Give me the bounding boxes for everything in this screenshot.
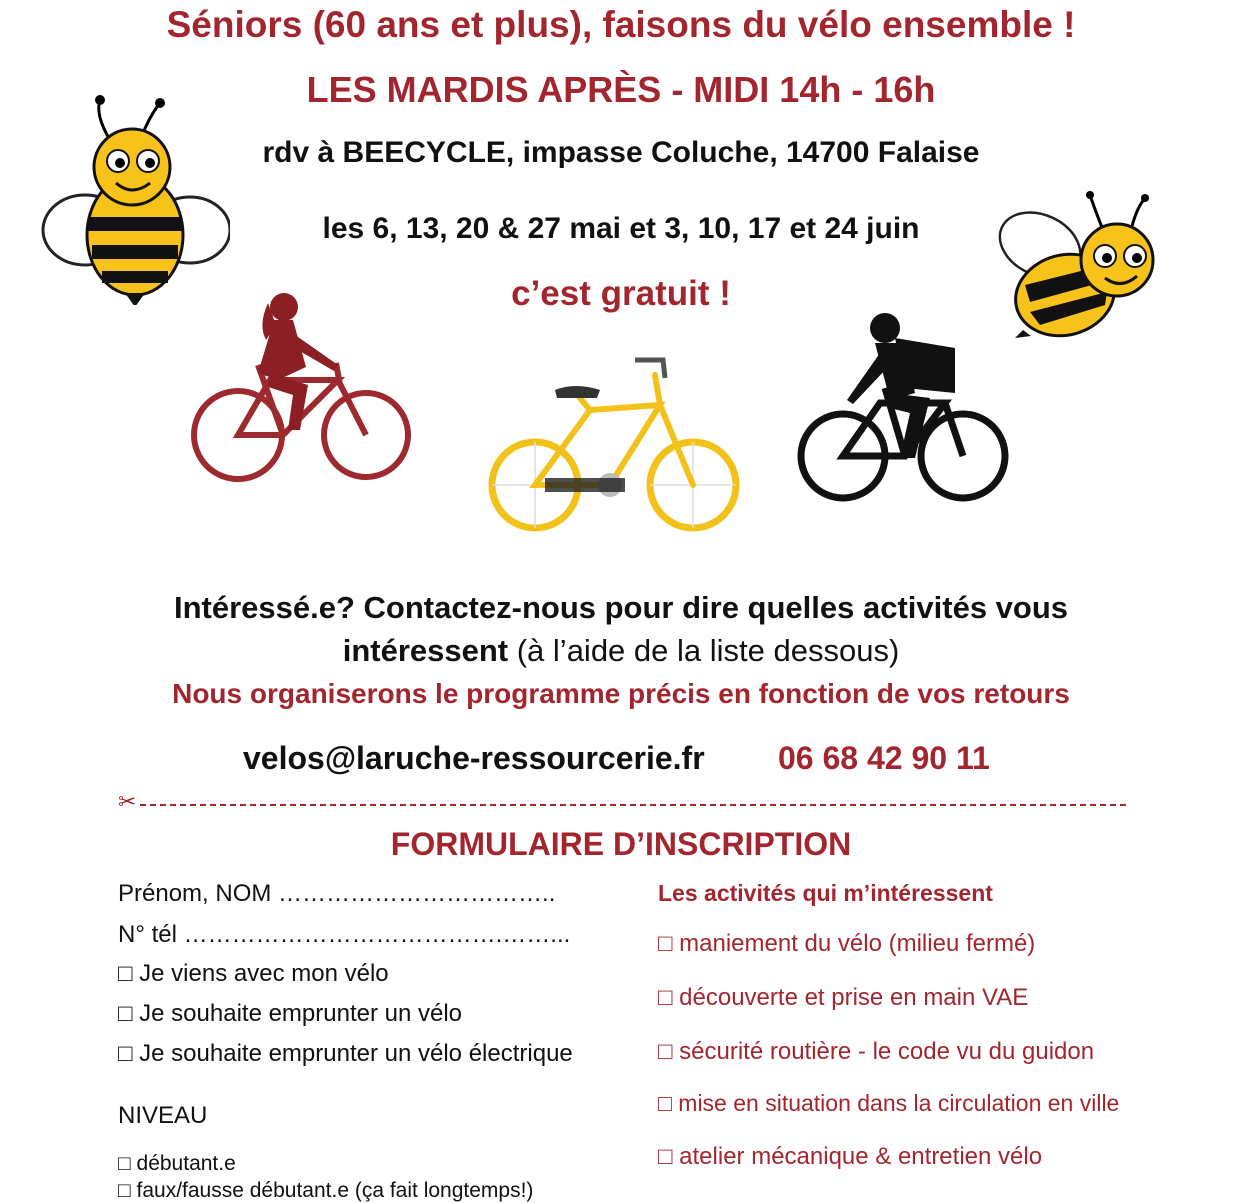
- activity-road-safety[interactable]: □ sécurité routière - le code vu du guidon: [658, 1038, 1095, 1065]
- contact-email[interactable]: velos@laruche-ressourcerie.fr: [243, 740, 705, 776]
- activity-city-traffic[interactable]: □ mise en situation dans la circulation en ville: [658, 1090, 1120, 1116]
- activity-mechanics[interactable]: □ atelier mécanique & entretien vélo: [658, 1143, 1043, 1170]
- programme-note: Nous organiserons le programme précis en fonction de vos retours: [172, 678, 1070, 709]
- dashed-divider: [140, 804, 1126, 806]
- contact-line-2: [0, 633, 1242, 669]
- bee-left-icon: [40, 95, 230, 305]
- contact-line-1: Intéressé.e? Contactez-nous pour dire quelles activités vous: [173, 590, 1069, 625]
- rdv-location: rdv à BEECYCLE, impasse Coluche, 14700 Falaise: [262, 136, 980, 169]
- form-title: FORMULAIRE D’INSCRIPTION: [390, 826, 852, 862]
- activity-vae[interactable]: □ découverte et prise en main VAE: [658, 984, 1029, 1011]
- activities-title: Les activités qui m’intéressent: [658, 880, 993, 906]
- man-cyclist-icon: [795, 308, 1010, 508]
- phone-field[interactable]: N° tél ………………………………….……...: [118, 921, 571, 948]
- level-false-beginner[interactable]: □ faux/fausse débutant.e (ça fait longtemps!): [118, 1179, 534, 1202]
- cut-line: [118, 789, 1128, 817]
- option-borrow-bike[interactable]: □ Je souhaite emprunter un vélo: [118, 1000, 463, 1027]
- woman-cyclist-icon: [188, 285, 413, 490]
- level-beginner[interactable]: □ débutant.e: [118, 1152, 236, 1175]
- option-own-bike[interactable]: □ Je viens avec mon vélo: [118, 960, 389, 987]
- contact-line-2-rest: (à l’aide de la liste dessous): [508, 633, 900, 668]
- level-title: NIVEAU: [118, 1102, 208, 1129]
- contact-phone[interactable]: 06 68 42 90 11: [778, 740, 990, 776]
- name-field[interactable]: Prénom, NOM ……………………………..: [118, 880, 556, 907]
- free-notice: c’est gratuit !: [511, 274, 731, 313]
- bee-right-icon: [995, 190, 1170, 345]
- schedule-heading: LES MARDIS APRÈS - MIDI 14h - 16h: [306, 69, 936, 110]
- scissors-icon: ✂: [118, 789, 137, 814]
- contact-line-2-bold: intéressent: [342, 633, 509, 668]
- activity-handling[interactable]: □ maniement du vélo (milieu fermé): [658, 930, 1036, 957]
- dates-line: les 6, 13, 20 & 27 mai et 3, 10, 17 et 24 juin: [322, 212, 920, 245]
- yellow-bike-icon: [485, 350, 740, 535]
- page-title: Séniors (60 ans et plus), faisons du vélo ensemble !: [166, 4, 1076, 45]
- option-borrow-ebike[interactable]: □ Je souhaite emprunter un vélo électrique: [118, 1040, 573, 1067]
